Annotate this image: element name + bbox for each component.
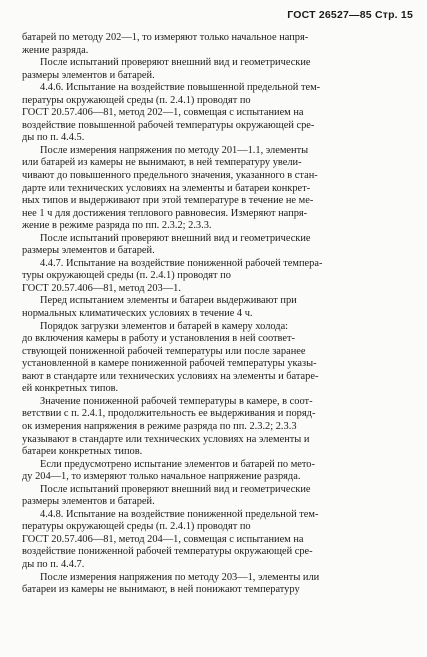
text-line: ок измерения напряжения в режиме разряда по пп. 2.3.2; 2.3.3 bbox=[22, 420, 297, 432]
text-line: ей конкретных типов. bbox=[22, 383, 119, 395]
text-line: пературы окружающей среды (п. 2.4.1) проводят по bbox=[22, 521, 251, 533]
text-line: воздействие повышенной рабочей температуры окружающей сре- bbox=[22, 119, 315, 131]
text-line: или батарей из камеры не вынимают, в ней температуру увели- bbox=[22, 157, 302, 169]
paragraph bbox=[22, 459, 408, 484]
text-line: указывают в стандарте или технических условиях на элементы и bbox=[22, 433, 310, 445]
text-line: Значение пониженной рабочей температуры в камере, в соот- bbox=[40, 395, 313, 407]
text-line: ды по п. 4.4.5. bbox=[22, 132, 85, 144]
text-line: ветствии с п. 2.4.1, продолжительность ее выдерживания и поряд- bbox=[22, 408, 316, 420]
page-header: ГОСТ 26527—85 Стр. 15 bbox=[287, 9, 413, 21]
text-line: После измерения напряжения по методу 201—1.1, элементы bbox=[40, 144, 309, 156]
text-line: После измерения напряжения по методу 203—1, элементы или bbox=[40, 571, 320, 583]
paragraph bbox=[22, 82, 408, 145]
text-line: ды по п. 4.4.7. bbox=[22, 558, 85, 570]
text-line: воздействие пониженной рабочей температуры окружающей сре- bbox=[22, 546, 313, 558]
paragraph bbox=[22, 57, 408, 82]
text-line: размеры элементов и батарей. bbox=[22, 69, 155, 81]
text-line: пературы окружающей среды (п. 2.4.1) проводят по bbox=[22, 94, 251, 106]
paragraph bbox=[22, 258, 408, 296]
text-line: Перед испытанием элементы и батареи выдерживают при bbox=[40, 295, 297, 307]
paragraph bbox=[22, 32, 408, 57]
text-line: размеры элементов и батарей. bbox=[22, 496, 155, 508]
text-line: нормальных климатических условиях в течение 4 ч. bbox=[22, 308, 253, 320]
text-line: дарте или технических условиях на элементы и батареи конкрет- bbox=[22, 182, 311, 194]
text-line: ГОСТ 20.57.406—81, метод 202—1, совмещая с испытанием на bbox=[22, 107, 304, 119]
text-line: туры окружающей среды (п. 2.4.1) проводят по bbox=[22, 270, 231, 282]
text-line: 4.4.6. Испытание на воздействие повышенной предельной тем- bbox=[40, 82, 321, 94]
text-line: до включения камеры в работу и установления в ней соответ- bbox=[22, 333, 296, 345]
text-line: ных типов и выдерживают при этой температуре в течение не ме- bbox=[22, 195, 314, 207]
text-line: жение в режиме разряда по пп. 2.3.2; 2.3.3. bbox=[22, 220, 212, 232]
text-line: Если предусмотрено испытание элементов и батарей по мето- bbox=[40, 458, 315, 470]
paragraph bbox=[22, 233, 408, 258]
text-line: Порядок загрузки элементов и батарей в камеру холода: bbox=[40, 320, 289, 332]
paragraph bbox=[22, 572, 408, 597]
document-body bbox=[22, 32, 408, 597]
text-line: ду 204—1, то измеряют только начальное напряжение разряда. bbox=[22, 471, 301, 483]
paragraph bbox=[22, 509, 408, 572]
text-line: После испытаний проверяют внешний вид и геометрические bbox=[40, 483, 311, 495]
paragraph bbox=[22, 321, 408, 396]
text-line: батареи конкретных типов. bbox=[22, 446, 143, 458]
text-line: нее 1 ч для достижения теплового равновесия. Измеряют напря- bbox=[22, 207, 308, 219]
text-line: ГОСТ 20.57.406—81, метод 204—1, совмещая с испытанием на bbox=[22, 533, 304, 545]
paragraph bbox=[22, 145, 408, 233]
text-line: После испытаний проверяют внешний вид и геометрические bbox=[40, 57, 311, 69]
text-line: ГОСТ 20.57.406—81, метод 203—1. bbox=[22, 282, 181, 294]
text-line: вают в стандарте или технических условиях на элементы и батаре- bbox=[22, 370, 319, 382]
text-line: чивают до повышенного предельного значения, указанного в стан- bbox=[22, 170, 318, 182]
text-line: жение разряда. bbox=[22, 44, 89, 56]
text-line: 4.4.8. Испытание на воздействие пониженной предельной тем- bbox=[40, 508, 319, 520]
text-line: батарей по методу 202—1, то измеряют только начальное напря- bbox=[22, 32, 309, 43]
paragraph bbox=[22, 484, 408, 509]
paragraph bbox=[22, 295, 408, 320]
text-line: размеры элементов и батарей. bbox=[22, 245, 155, 257]
text-line: После испытаний проверяют внешний вид и геометрические bbox=[40, 232, 311, 244]
paragraph bbox=[22, 396, 408, 459]
text-line: батареи из камеры не вынимают, в ней понижают температуру bbox=[22, 584, 300, 596]
text-line: ствующей пониженной рабочей температуры или после заранее bbox=[22, 345, 306, 357]
text-line: 4.4.7. Испытание на воздействие пониженной рабочей темпера- bbox=[40, 257, 323, 269]
text-line: установленной в камере пониженной рабочей температуры указы- bbox=[22, 358, 317, 370]
